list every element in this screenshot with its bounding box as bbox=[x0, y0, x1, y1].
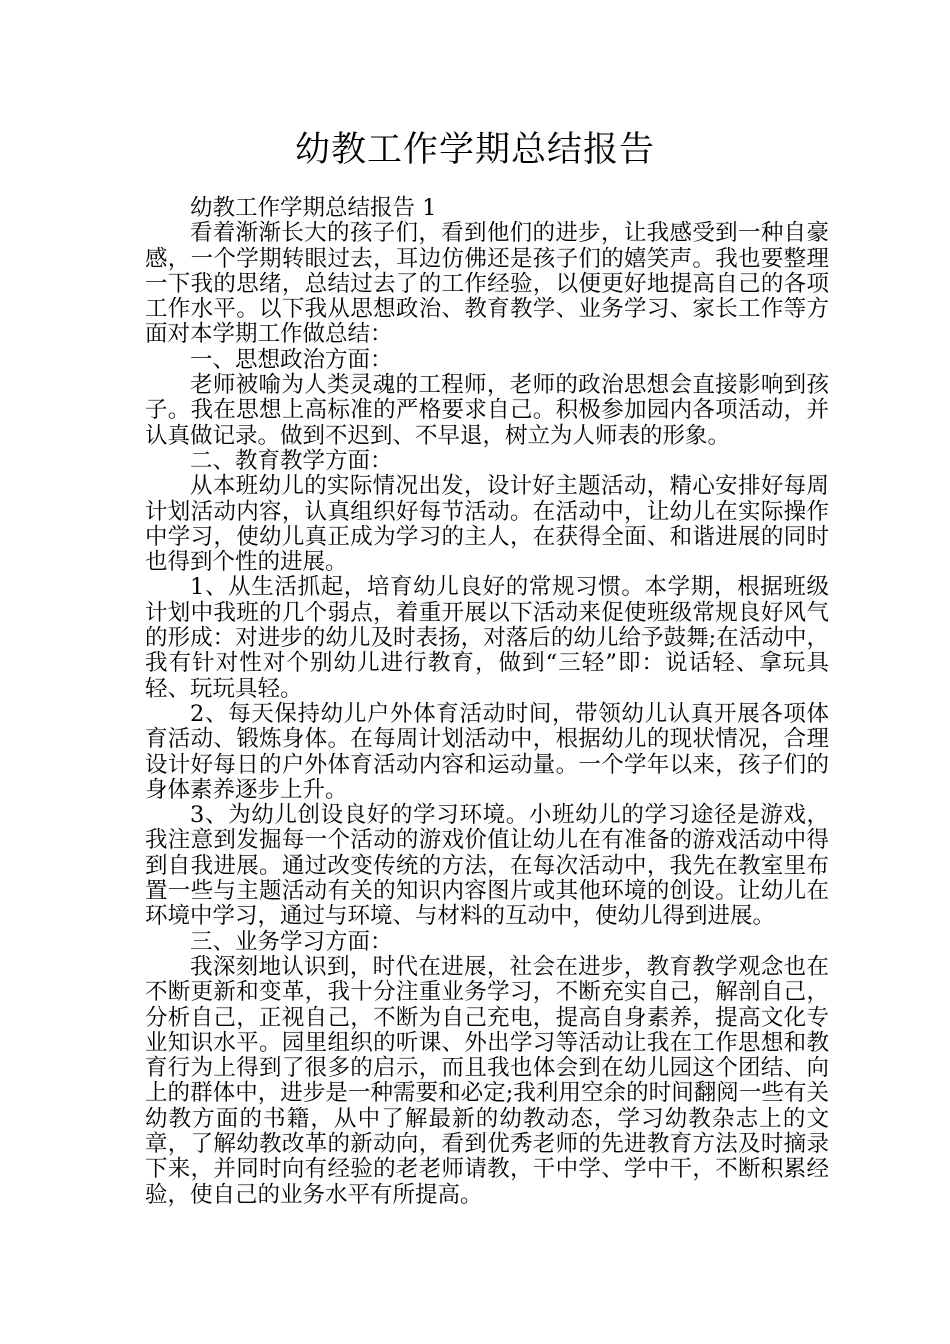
politics-paragraph: 老师被喻为人类灵魂的工程师，老师的政治思想会直接影响到孩子。我在思想上高标准的严格要求自己。积极参加园内各项活动，并认真做记录。做到不迟到、不早退，树立为人师表的形象。 bbox=[145, 372, 829, 449]
section-heading-politics: 一、思想政治方面： bbox=[190, 346, 393, 373]
teaching-item-1: 1、从生活抓起，培育幼儿良好的常规习惯。本学期，根据班级计划中我班的几个弱点，着重开展以下活动来促使班级常规良好风气的形成：对进步的幼儿及时表扬，对落后的幼儿给予鼓舞;在活动中，我有针对性对个别幼儿进行教育，做到“三轻”即：说话轻、拿玩具轻、玩玩具轻。 bbox=[145, 574, 829, 702]
document-body bbox=[145, 196, 829, 1208]
teaching-paragraph: 从本班幼儿的实际情况出发，设计好主题活动，精心安排好每周计划活动内容，认真组织好每节活动。在活动中，让幼儿在实际操作中学习，使幼儿真正成为学习的主人，在获得全面、和谐进展的同时也得到个性的进展。 bbox=[145, 473, 829, 576]
report-subtitle: 幼教工作学期总结报告 1 bbox=[190, 195, 437, 221]
teaching-item-2: 2、每天保持幼儿户外体育活动时间，带领幼儿认真开展各项体育活动、锻炼身体。在每周计划活动中，根据幼儿的现状情况，合理设计好每日的户外体育活动内容和运动量。一个学年以来，孩子们的身体素养逐步上升。 bbox=[145, 700, 829, 803]
intro-paragraph: 看着渐渐长大的孩子们，看到他们的进步，让我感受到一种自豪感，一个学期转眼过去，耳边仿佛还是孩子们的嬉笑声。我也要整理一下我的思绪，总结过去了的工作经验，以便更好地提高自己的各项工作水平。以下我从思想政治、教育教学、业务学习、家长工作等方面对本学期工作做总结： bbox=[145, 220, 829, 348]
section-heading-teaching: 二、教育教学方面： bbox=[190, 447, 393, 474]
teaching-item-3: 3、为幼儿创设良好的学习环境。小班幼儿的学习途径是游戏，我注意到发掘每一个活动的游戏价值让幼儿在有准备的游戏活动中得到自我进展。通过改变传统的方法，在每次活动中，我先在教室里布置一些与主题活动有关的知识内容图片或其他环境的创设。让幼儿在环境中学习，通过与环境、与材料的互动中，使幼儿得到进展。 bbox=[145, 802, 829, 930]
section-heading-study: 三、业务学习方面： bbox=[190, 928, 393, 955]
study-paragraph: 我深刻地认识到，时代在进展，社会在进步，教育教学观念也在不断更新和变革，我十分注重业务学习，不断充实自己，解剖自己，分析自己，正视自己，不断为自己充电，提高自身素养，提高文化专业知识水平。园里组织的听课、外出学习等活动让我在工作思想和教育行为上得到了很多的启示，而且我也体会到在幼儿园这个团结、向上的群体中，进步是一种需要和必定;我利用空余的时间翻阅一些有关幼教方面的书籍，从中了解最新的幼教动态，学习幼教杂志上的文章，了解幼教改革的新动向，看到优秀老师的先进教育方法及时摘录下来，并同时向有经验的老老师请教，干中学、学中干，不断积累经验，使自己的业务水平有所提高。 bbox=[145, 953, 829, 1208]
document-title: 幼教工作学期总结报告 bbox=[294, 130, 655, 170]
